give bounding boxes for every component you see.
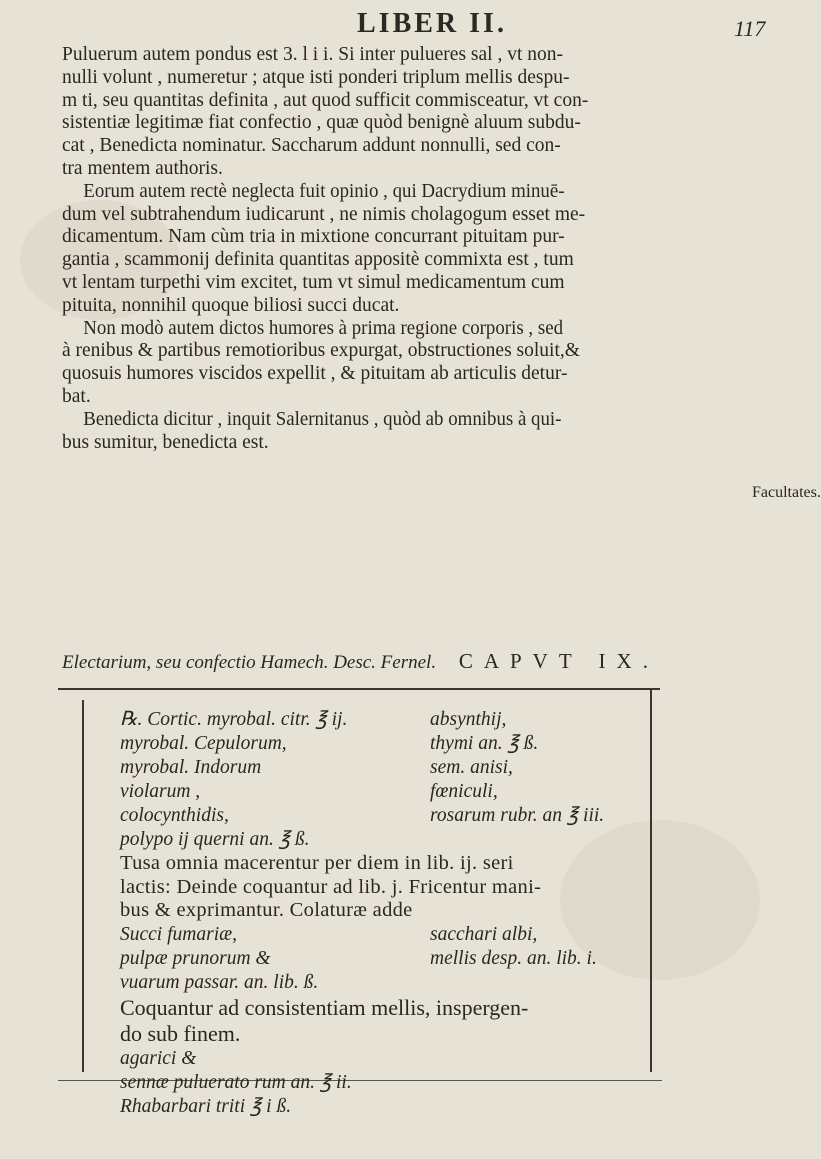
ingredient-line: agarici & bbox=[120, 1047, 197, 1069]
ingredient-row bbox=[120, 732, 640, 756]
recipe-block bbox=[120, 708, 640, 1119]
text-line: gantia , scammonij definita quantitas appositè commixta est , tum bbox=[62, 249, 574, 271]
ingredient-right: rosarum rubr. an ℥ iii. bbox=[430, 805, 605, 826]
instruction-line: bus & exprimantur. Colaturæ adde bbox=[120, 899, 413, 921]
frame-right-rule bbox=[650, 690, 652, 1072]
text-line: Benedicta dicitur , inquit Salernitanus , quòd ab omnibus à qui- bbox=[83, 408, 562, 430]
instruction-line: Tusa omnia macerentur per diem in lib. ij. seri bbox=[120, 852, 514, 874]
ingredient-left: myrobal. Cepulorum, bbox=[120, 733, 287, 754]
ingredient-right: fœniculi, bbox=[430, 781, 498, 802]
ingredient-right: sacchari albi, bbox=[430, 923, 538, 945]
text-line: dicamentum. Nam cùm tria in mixtione concurrant pituitam pur- bbox=[62, 226, 565, 248]
text-line: m ti, seu quantitas definita , aut quod sufficit commisceatur, vt con- bbox=[62, 89, 589, 111]
ingredient-row bbox=[120, 804, 640, 828]
paragraph bbox=[62, 318, 752, 409]
text-line: cat , Benedicta nominatur. Saccharum addunt nonnulli, sed con- bbox=[62, 135, 561, 157]
margin-note: Facultates. bbox=[752, 484, 821, 501]
ingredient-row bbox=[120, 947, 640, 971]
ingredient-right: absynthij, bbox=[430, 709, 507, 730]
body-text bbox=[62, 44, 752, 454]
text-line: Puluerum autem pondus est 3. l i i. Si inter pulueres sal , vt non- bbox=[62, 44, 563, 65]
text-line: quosuis humores viscidos expellit , & pituitam ab articulis detur- bbox=[62, 363, 568, 385]
paragraph bbox=[62, 181, 752, 318]
ingredient-row bbox=[120, 708, 640, 732]
ingredient-line: Rhabarbari triti ℥ i ß. bbox=[120, 1095, 292, 1117]
ingredient-left: Succi fumariæ, bbox=[120, 923, 237, 945]
running-title: LIBER II. bbox=[357, 8, 507, 39]
text-line: bus sumitur, benedicta est. bbox=[62, 431, 269, 453]
ingredient-right: thymi an. ℥ ß. bbox=[430, 733, 539, 754]
ingredient-row bbox=[120, 780, 640, 804]
ingredient-left: ℞. Cortic. myrobal. citr. ℥ ij. bbox=[120, 709, 348, 730]
ingredient-row bbox=[120, 923, 640, 947]
ingredient-right: mellis desp. an. lib. i. bbox=[430, 947, 597, 969]
page-number: 117 bbox=[734, 16, 766, 41]
ingredient-row bbox=[120, 756, 640, 780]
text-line: dum vel subtrahendum iudicarunt , ne nimis cholagogum esset me- bbox=[62, 203, 586, 225]
instruction-line: lactis: Deinde coquantur ad lib. j. Fricentur mani- bbox=[120, 875, 542, 898]
chapter-number: CAPVT IX. bbox=[458, 649, 659, 673]
frame-top-rule bbox=[58, 688, 660, 690]
text-line: bat. bbox=[62, 385, 91, 407]
paragraph bbox=[62, 44, 752, 181]
text-line: vt lentam turpethi vim excitet, tum vt simul medicamentum cum bbox=[62, 271, 565, 293]
ingredient-left: colocynthidis, bbox=[120, 805, 229, 826]
instruction-line: Coquantur ad consistentiam mellis, inspergen- bbox=[120, 994, 529, 1020]
ingredient-right: sem. anisi, bbox=[430, 757, 513, 778]
ingredient-line: polypo ij querni an. ℥ ß. bbox=[120, 829, 310, 850]
instruction-line: do sub finem. bbox=[120, 1020, 241, 1046]
text-line: Eorum autem rectè neglecta fuit opinio , qui Dacrydium minuē- bbox=[83, 180, 565, 202]
text-line: pituita, nonnihil quoque biliosi succi ducat. bbox=[62, 294, 400, 316]
ingredient-left: violarum , bbox=[120, 781, 201, 802]
page-header bbox=[0, 4, 800, 44]
text-line: nulli volunt , numeretur ; atque isti ponderi triplum mellis despu- bbox=[62, 66, 570, 88]
ingredient-line: vuarum passar. an. lib. ß. bbox=[120, 971, 319, 993]
text-line: Non modò autem dictos humores à prima regione corporis , sed bbox=[83, 317, 564, 339]
text-line: à renibus & partibus remotioribus expurgat, obstructiones soluit,& bbox=[62, 340, 580, 362]
chapter-heading bbox=[62, 649, 659, 674]
text-line: sistentiæ legitimæ fiat confectio , quæ quòd benignè aluum subdu- bbox=[62, 112, 581, 134]
ingredient-left: pulpæ prunorum & bbox=[120, 947, 271, 969]
ingredient-left: myrobal. Indorum bbox=[120, 757, 262, 778]
chapter-title: Electarium, seu confectio Hamech. Desc. Fernel. bbox=[62, 652, 437, 673]
paragraph bbox=[62, 409, 752, 455]
text-line: tra mentem authoris. bbox=[62, 157, 223, 179]
ingredient-line: sennæ puluerato rum an. ℥ ii. bbox=[120, 1071, 352, 1093]
